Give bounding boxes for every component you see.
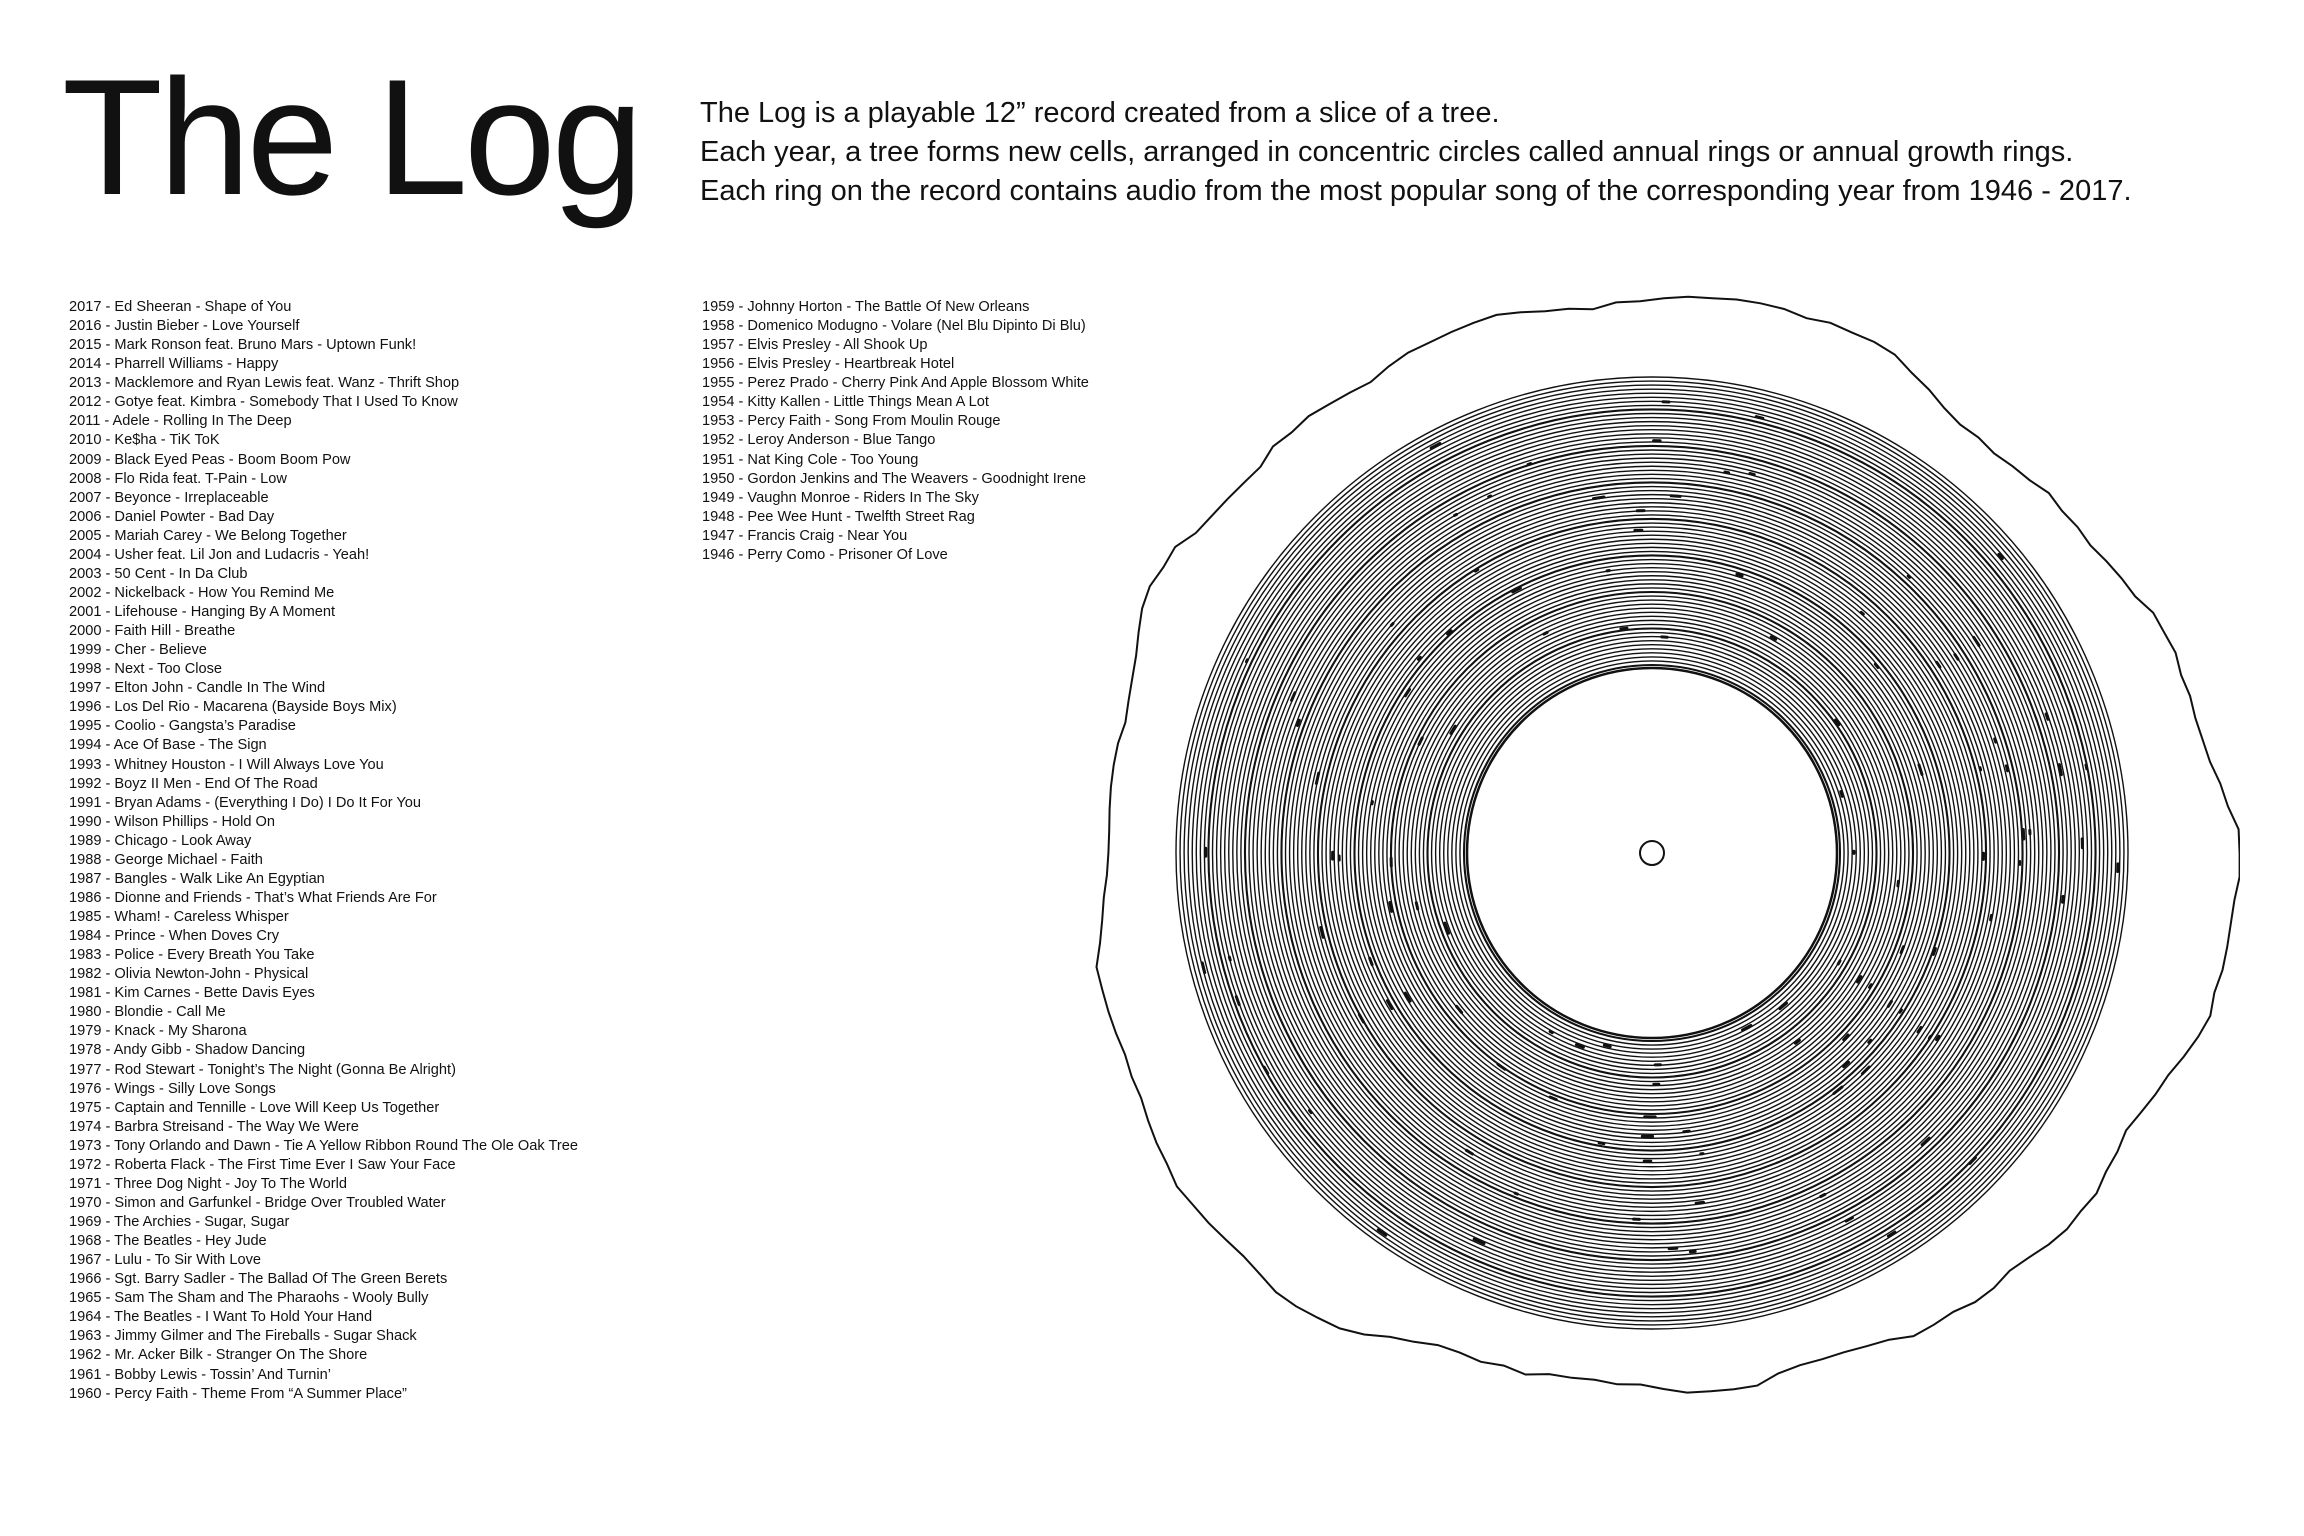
groove-speck: [1515, 1193, 1517, 1194]
groove-speck: [1370, 958, 1372, 964]
groove-speck: [1604, 1045, 1610, 1046]
song-entry: 1961 - Bobby Lewis - Tossin’ And Turnin’: [69, 1366, 332, 1383]
song-entry: 1993 - Whitney Houston - I Will Always Love You: [69, 756, 384, 773]
groove-speck: [1869, 1040, 1871, 1042]
song-entry: 2007 - Beyonce - Irreplaceable: [69, 489, 269, 506]
song-entry: 1977 - Rod Stewart - Tonight’s The Night (Gonna Be Alright): [69, 1061, 456, 1078]
groove-speck: [1264, 1067, 1268, 1073]
song-entry: 1976 - Wings - Silly Love Songs: [69, 1080, 276, 1097]
groove-speck: [2023, 830, 2024, 840]
groove-speck: [1298, 720, 1300, 725]
song-entry: 2013 - Macklemore and Ryan Lewis feat. Wanz - Thrift Shop: [69, 375, 460, 392]
song-entry: 1955 - Perez Prado - Cherry Pink And Apple Blossom White: [702, 375, 1089, 392]
song-entry: 1986 - Dionne and Friends - That’s What Friends Are For: [69, 889, 437, 906]
groove-speck: [1247, 660, 1248, 662]
song-entry: 1978 - Andy Gibb - Shadow Dancing: [69, 1042, 306, 1059]
groove-speck: [1929, 1036, 1930, 1038]
song-entry: 1972 - Roberta Flack - The First Time Ever I Saw Your Face: [69, 1156, 456, 1173]
groove-speck: [1390, 903, 1392, 912]
song-entry: 2006 - Daniel Powter - Bad Day: [69, 508, 275, 525]
song-list-1959-1946: [702, 298, 1089, 565]
song-entry: 1987 - Bangles - Walk Like An Egyptian: [69, 870, 325, 887]
song-entry: 1968 - The Beatles - Hey Jude: [69, 1233, 267, 1250]
groove-speck: [1292, 693, 1295, 701]
groove-speck: [1550, 1097, 1556, 1100]
groove-speck: [1696, 1202, 1703, 1203]
groove-speck: [1690, 1251, 1695, 1252]
song-entry: 2010 - Ke$ha - TiK ToK: [69, 432, 220, 449]
song-entry: 1963 - Jimmy Gilmer and The Fireballs - Sugar Shack: [69, 1328, 417, 1345]
groove-speck: [1838, 961, 1840, 964]
song-entry: 1991 - Bryan Adams - (Everything I Do) I Do It For You: [69, 794, 422, 811]
groove-speck: [1202, 963, 1204, 973]
song-entry: 1964 - The Beatles - I Want To Hold Your Hand: [69, 1309, 373, 1326]
groove-speck: [1236, 997, 1239, 1005]
song-entry: 2001 - Lifehouse - Hanging By A Moment: [69, 604, 336, 620]
groove-speck: [1937, 662, 1940, 667]
groove-speck: [1621, 628, 1627, 629]
song-entry: 2014 - Pharrell Williams - Happy: [69, 356, 279, 373]
song-entry: 1953 - Percy Faith - Song From Moulin Rouge: [702, 413, 1001, 430]
song-entry: 1970 - Simon and Garfunkel - Bridge Over Troubled Water: [69, 1194, 446, 1211]
song-entry: 1959 - Johnny Horton - The Battle Of New Orleans: [702, 299, 1030, 315]
groove-speck: [1861, 612, 1863, 614]
song-entry: 1948 - Pee Wee Hunt - Twelfth Street Rag: [702, 508, 975, 525]
groove-speck: [1756, 417, 1763, 419]
song-entry: 1967 - Lulu - To Sir With Love: [69, 1252, 261, 1269]
song-entry: 1995 - Coolio - Gangsta’s Paradise: [69, 718, 296, 735]
intro-line: Each ring on the record contains audio from the most popular song of the corresponding year from 1946 - 2017.: [700, 175, 2132, 207]
song-entry: 2009 - Black Eyed Peas - Boom Boom Pow: [69, 451, 351, 468]
song-entry: 1989 - Chicago - Look Away: [69, 832, 252, 849]
song-entry: 1949 - Vaughn Monroe - Riders In The Sky: [702, 489, 979, 506]
song-entry: 1999 - Cher - Believe: [69, 642, 207, 659]
spindle-hole: [1640, 841, 1664, 865]
groove-speck: [1980, 768, 1981, 770]
song-entry: 1979 - Knack - My Sharona: [69, 1023, 247, 1040]
song-entry: 1980 - Blondie - Call Me: [69, 1004, 226, 1021]
groove-speck: [1898, 881, 1899, 886]
groove-speck: [1550, 1032, 1552, 1033]
groove-speck: [1870, 985, 1872, 988]
groove-speck: [1416, 903, 1417, 909]
groove-speck: [1466, 1150, 1472, 1154]
song-entry: 1975 - Captain and Tennille - Love Will Keep Us Together: [69, 1099, 440, 1116]
song-entry: 1966 - Sgt. Barry Sadler - The Ballad Of The Green Berets: [69, 1271, 448, 1288]
song-entry: 2004 - Usher feat. Lil Jon and Ludacris - Yeah!: [69, 546, 370, 563]
song-entry: 1962 - Mr. Acker Bilk - Stranger On The Shore: [69, 1347, 368, 1364]
tree-record-illustration: [1060, 290, 2240, 1420]
song-entry: 1956 - Elvis Presley - Heartbreak Hotel: [702, 356, 955, 373]
song-entry: 1982 - Olivia Newton-John - Physical: [69, 966, 309, 983]
song-entry: 1969 - The Archies - Sugar, Sugar: [69, 1214, 290, 1230]
groove-speck: [1475, 570, 1477, 572]
song-entry: 1973 - Tony Orlando and Dawn - Tie A Yellow Ribbon Round The Ole Oak Tree: [69, 1137, 578, 1154]
groove-speck: [2006, 766, 2007, 771]
song-entry: 2015 - Mark Ronson feat. Bruno Mars - Uptown Funk!: [69, 337, 417, 354]
intro-line: The Log is a playable 12” record created from a slice of a tree.: [700, 97, 1500, 129]
groove-speck: [1875, 664, 1878, 667]
song-entry: 1952 - Leroy Anderson - Blue Tango: [702, 432, 936, 449]
groove-speck: [2063, 896, 2064, 902]
page-title: The Log: [62, 45, 640, 229]
song-entry: 1971 - Three Dog Night - Joy To The World: [69, 1175, 347, 1192]
song-entry: 1946 - Perry Como - Prisoner Of Love: [702, 546, 948, 563]
song-entry: 1958 - Domenico Modugno - Volare (Nel Blu Dipinto Di Blu): [702, 318, 1086, 335]
groove-speck: [1528, 464, 1531, 465]
song-entry: 2008 - Flo Rida feat. T-Pain - Low: [69, 470, 287, 487]
song-entry: 1950 - Gordon Jenkins and The Weavers - Goodnight Irene: [702, 470, 1086, 487]
intro-text: [700, 94, 2260, 211]
groove-speck: [2059, 765, 2061, 775]
groove-speck: [1671, 496, 1680, 497]
song-entry: 1981 - Kim Carnes - Bette Davis Eyes: [69, 985, 315, 1002]
song-entry: 1988 - George Michael - Faith: [69, 851, 263, 868]
song-entry: 2012 - Gotye feat. Kimbra - Somebody That I Used To Know: [69, 394, 458, 411]
groove-speck: [1991, 915, 1992, 920]
groove-speck: [1995, 739, 1996, 742]
groove-speck: [1544, 632, 1547, 634]
intro-line: Each year, a tree forms new cells, arranged in concentric circles called annual rings or annual growth rings.: [700, 136, 2074, 168]
groove-speck: [1419, 738, 1422, 745]
song-entry: 1990 - Wilson Phillips - Hold On: [69, 813, 276, 830]
groove-speck: [2046, 714, 2048, 719]
groove-speck: [1900, 1010, 1902, 1012]
song-entry: 1960 - Percy Faith - Theme From “A Summer Place”: [69, 1385, 407, 1402]
groove-speck: [1933, 949, 1935, 955]
song-entry: 2003 - 50 Cent - In Da Club: [69, 565, 248, 582]
song-entry: 1994 - Ace Of Base - The Sign: [69, 737, 267, 754]
groove-speck: [1229, 957, 1230, 960]
groove-speck: [1684, 1131, 1690, 1132]
song-entry: 1974 - Barbra Streisand - The Way We Were: [69, 1118, 359, 1135]
groove-speck: [1888, 1001, 1891, 1006]
groove-speck: [1841, 792, 1842, 797]
song-entry: 2000 - Faith Hill - Breathe: [69, 623, 236, 640]
groove-speck: [1846, 1218, 1852, 1221]
song-entry: 2002 - Nickelback - How You Remind Me: [69, 584, 335, 601]
groove-speck: [2086, 765, 2087, 769]
groove-speck: [1310, 1110, 1312, 1112]
song-entry: 1951 - Nat King Cole - Too Young: [702, 451, 919, 468]
groove-speck: [1725, 472, 1729, 473]
tree-record-svg: [1060, 290, 2240, 1420]
groove-speck: [1359, 1015, 1363, 1022]
song-entry: 1998 - Next - Too Close: [69, 661, 223, 678]
groove-speck: [1908, 576, 1910, 577]
groove-speck: [1737, 574, 1742, 576]
song-list-2017-1960: [69, 298, 578, 1404]
song-entry: 1957 - Elvis Presley - All Shook Up: [702, 337, 928, 354]
groove-speck: [1391, 624, 1393, 626]
groove-speck: [1821, 1194, 1825, 1196]
groove-speck: [1316, 773, 1318, 783]
groove-speck: [1599, 1143, 1604, 1144]
groove-speck: [1955, 655, 1958, 660]
groove-speck: [1594, 497, 1605, 499]
groove-speck: [1750, 474, 1754, 475]
groove-speck: [1919, 765, 1922, 775]
song-entry: 2017 - Ed Sheeran - Shape of You: [69, 299, 292, 315]
song-entry: 1983 - Police - Every Breath You Take: [69, 947, 315, 964]
song-entry: 1984 - Prince - When Doves Cry: [69, 928, 280, 945]
groove-speck: [1489, 496, 1491, 497]
song-entry: 2011 - Adele - Rolling In The Deep: [69, 413, 292, 430]
groove-speck: [1457, 1006, 1462, 1012]
groove-speck: [1498, 1064, 1505, 1069]
song-entry: 1985 - Wham! - Careless Whisper: [69, 909, 289, 925]
groove-speck: [1419, 657, 1421, 659]
song-entry: 1965 - Sam The Sham and The Pharaohs - Wooly Bully: [69, 1290, 429, 1307]
groove-speck: [1455, 514, 1457, 515]
song-entry: 1954 - Kitty Kallen - Little Things Mean A Lot: [702, 394, 989, 411]
song-entry: 2016 - Justin Bieber - Love Yourself: [69, 318, 300, 335]
groove-speck: [1901, 947, 1903, 953]
song-entry: 1947 - Francis Craig - Near You: [702, 527, 908, 544]
song-entry: 2005 - Mariah Carey - We Belong Together: [69, 527, 347, 544]
groove-speck: [1937, 1036, 1939, 1040]
song-entry: 1992 - Boyz II Men - End Of The Road: [69, 775, 318, 792]
song-entry: 1996 - Los Del Rio - Macarena (Bayside Boys Mix): [69, 699, 397, 716]
song-entry: 1997 - Elton John - Candle In The Wind: [69, 680, 326, 697]
